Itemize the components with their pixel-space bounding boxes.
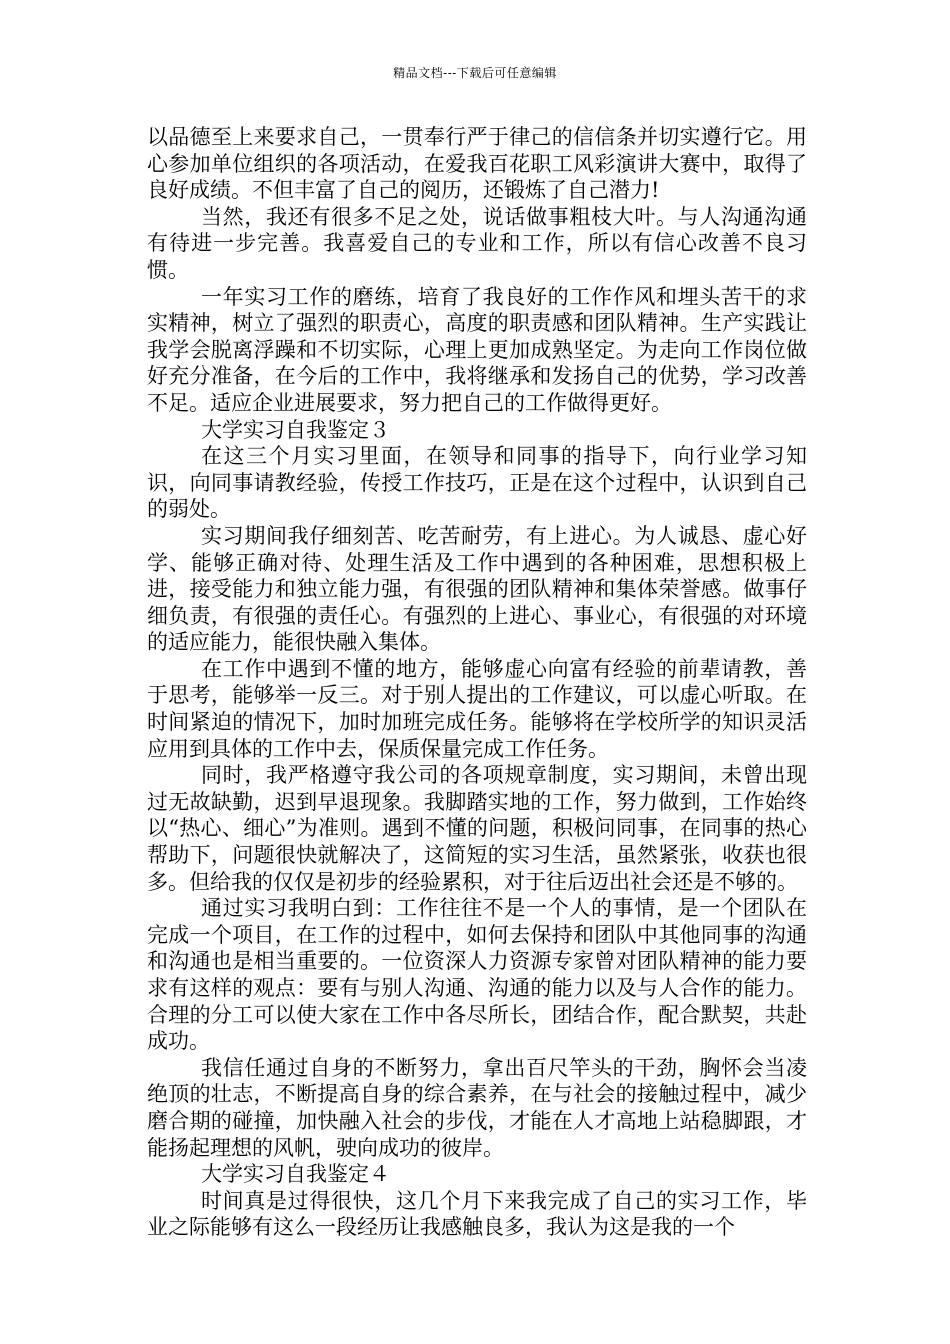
paragraph: 通过实习我明白到：工作往往不是一个人的事情，是一个团队在完成一个项目，在工作的过程中，如何去保持和团队中其他同事的沟通和沟通也是相当重要的。一位资深人力资源专家曾对团队精神的能力要求有这样的观点：要有与别人沟通、沟通的能力以及与人合作的能力。合理的分工可以使大家在工作中各尽所长，团结合作，配合默契，共赴成功。	[147, 896, 807, 1054]
document-body	[147, 124, 807, 1241]
section-heading: 大学实习自我鉴定３	[201, 417, 390, 442]
paragraph: 当然，我还有很多不足之处，说话做事粗枝大叶。与人沟通沟通有待进一步完善。我喜爱自己的专业和工作，所以有信心改善不良习惯。	[147, 204, 807, 282]
paragraph: 在工作中遇到不懂的地方，能够虚心向富有经验的前辈请教，善于思考，能够举一反三。对于别人提出的工作建议，可以虚心听取。在时间紧迫的情况下，加时加班完成任务。能够将在学校所学的知识灵活应用到具体的工作中去，保质保量完成工作任务。	[147, 656, 807, 761]
paragraph: 我信任通过自身的不断努力，拿出百尺竿头的干劲，胸怀会当凌绝顶的壮志，不断提高自身的综合素养，在与社会的接触过程中，减少磨合期的碰撞，加快融入社会的步伐，才能在人才高地上站稳脚跟，才能扬起理想的风帆，驶向成功的彼岸。	[147, 1055, 807, 1160]
section-heading: 大学实习自我鉴定４	[201, 1162, 390, 1187]
page-header: 精品文档---下载后可任意编辑	[393, 66, 557, 80]
paragraph: 时间真是过得很快，这几个月下来我完成了自己的实习工作，毕业之际能够有这么一段经历让我感触良多，我认为这是我的一个	[147, 1188, 807, 1240]
paragraph: 实习期间我仔细刻苦、吃苦耐劳，有上进心。为人诚恳、虚心好学、能够正确对待、处理生活及工作中遇到的各种困难，思想积极上进，接受能力和独立能力强，有很强的团队精神和集体荣誉感。做事仔细负责，有很强的责任心。有强烈的上进心、事业心，有很强的对环境的适应能力，能很快融入集体。	[147, 523, 807, 655]
paragraph: 一年实习工作的磨练，培育了我良好的工作作风和埋头苦干的求实精神，树立了强烈的职责心，高度的职责感和团队精神。生产实践让我学会脱离浮躁和不切实际，心理上更加成熟坚定。为走向工作岗位做好充分准备，在今后的工作中，我将继承和发扬自己的优势，学习改善不足。适应企业进展要求，努力把自己的工作做得更好。	[147, 284, 807, 415]
paragraph: 在这三个月实习里面，在领导和同事的指导下，向行业学习知识，向同事请教经验，传授工作技巧，正是在这个过程中，认识到自己的弱处。	[147, 444, 807, 522]
paragraph: 以品德至上来要求自己，一贯奉行严于律己的信信条并切实遵行它。用心参加单位组织的各项活动，在爱我百花职工风彩演讲大赛中，取得了良好成绩。不但丰富了自己的阅历，还锻炼了自己潜力!	[147, 125, 807, 203]
paragraph: 同时，我严格遵守我公司的各项规章制度，实习期间，未曾出现过无故缺勤，迟到早退现象。我脚踏实地的工作，努力做到，工作始终以“热心、细心”为准则。遇到不懂的问题，积极问同事，在同事的热心帮助下，问题很快就解决了，这简短的实习生活，虽然紧张，收获也很多。但给我的仅仅是初步的经验累积，对于往后迈出社会还是不够的。	[147, 763, 807, 894]
